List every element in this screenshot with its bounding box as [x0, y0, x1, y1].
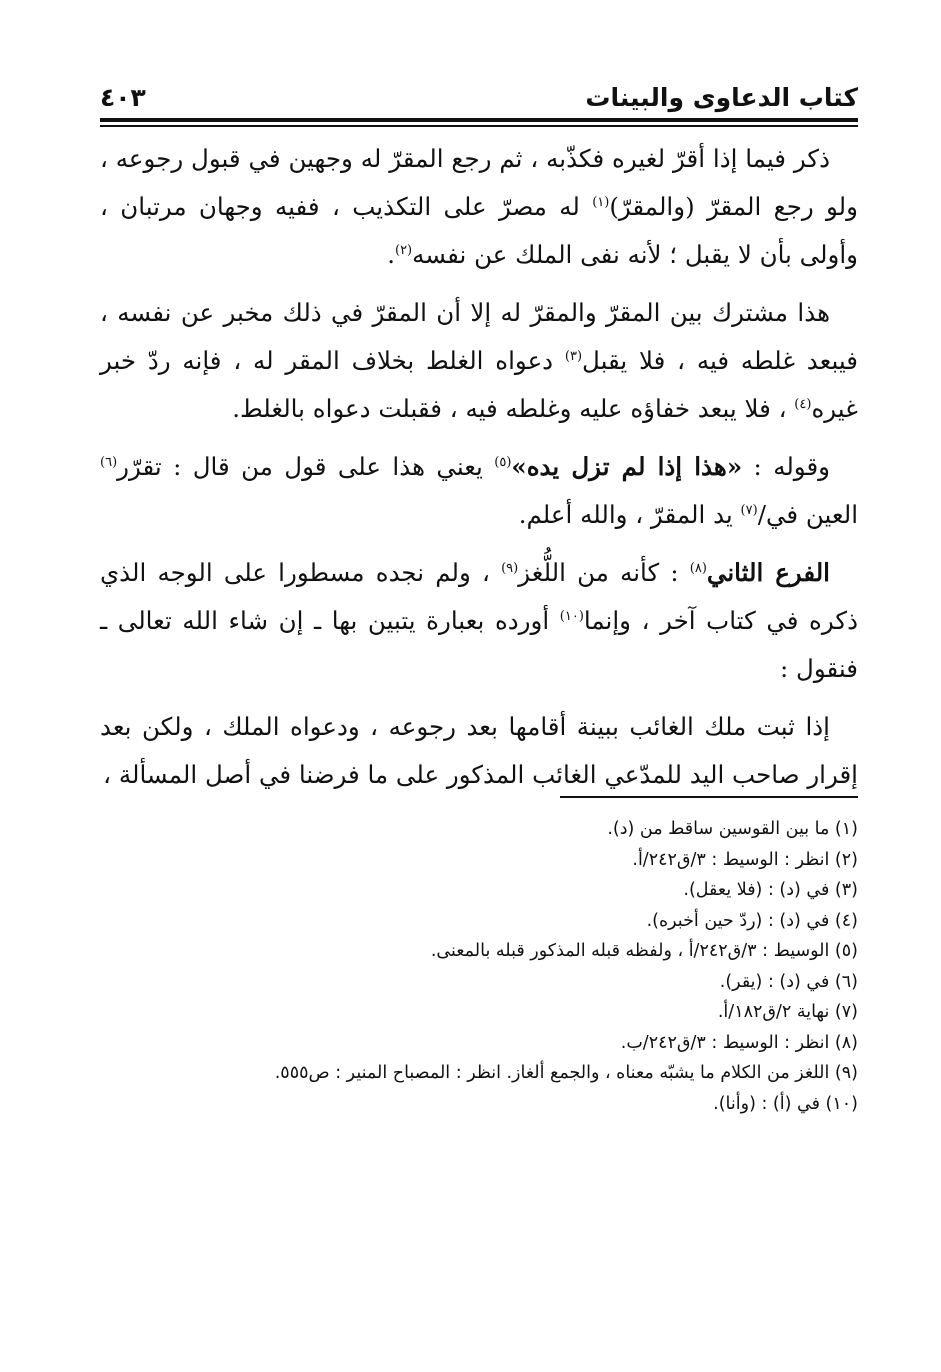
paragraph-3-text-c: العين في/ — [757, 500, 858, 529]
footnote-3: (٣) في (د) : (فلا يعقل). — [683, 880, 858, 900]
footnote-7: (٧) نهاية ٢/ق١٨٢/أ. — [717, 1002, 858, 1022]
paragraph-1-text-b: له مصرّ على التكذيب ، ففيه وجهان مرتبان ، وأولى بأن لا يقبل ؛ لأنه نفى الملك عن نفسه — [100, 192, 858, 269]
footnote-1: (١) ما بين القوسين ساقط من (د). — [607, 819, 858, 839]
footnote-ref-6[interactable]: (٦) — [100, 454, 118, 470]
footnote-ref-3[interactable]: (٣) — [564, 348, 583, 364]
header-rule-thick — [100, 118, 858, 122]
footnote-ref-2[interactable]: (٢) — [394, 242, 413, 258]
paragraph-2-text-c: ، فلا يبعد خفاؤه عليه وغلطه فيه ، فقبلت دعواه بالغلط. — [232, 394, 795, 423]
paragraph-5: إذا ثبت ملك الغائب ببينة أقامها بعد رجوعه ، ودعواه الملك ، ولكن بعد إقرار صاحب اليد للمدّعي الغائب المذكور على ما فرضنا في أصل المسألة ، — [100, 712, 858, 789]
paragraph-3 — [100, 443, 858, 539]
footnote-10: (١٠) في (أ) : (وأنا). — [713, 1093, 858, 1114]
footnotes — [100, 814, 858, 1119]
page-header — [100, 78, 858, 112]
running-title: كتاب الدعاوى والبينات — [585, 83, 858, 112]
footnote-5: (٥) الوسيط : ٣/ق٢٤٢/أ ، ولفظه قبله المذكور قبله بالمعنى. — [430, 941, 858, 961]
page-number: ٤٠٣ — [100, 83, 146, 112]
footnote-ref-1[interactable]: (١) — [592, 194, 610, 210]
footnote-8: (٨) انظر : الوسيط : ٣/ق٢٤٢/ب. — [620, 1032, 858, 1053]
quoted-phrase: «هذا إذا لم تزل يده» — [511, 452, 743, 481]
paragraph-1-end: . — [387, 240, 395, 269]
paragraph-4-text-c: أورده بعبارة يتبين بها ـ إن شاء الله تعالى ـ فنقول : — [100, 606, 858, 683]
footnote-ref-10[interactable]: (١٠) — [559, 608, 584, 624]
paragraph-1 — [100, 135, 858, 279]
footnote-9: (٩) اللغز من الكلام ما يشبّه معناه ، والجمع ألغاز. انظر : المصباح المنير : ص٥٥٥. — [274, 1063, 858, 1083]
footnote-separator — [560, 796, 858, 798]
paragraph-1-text-a: ذكر فيما إذا أقرّ لغيره فكذّبه ، ثم رجع المقرّ له وجهين في قبول رجوعه ، ولو رجع المقرّ (والمقرّ) — [100, 144, 858, 221]
paragraph-2-text-a: هذا مشترك بين المقرّ والمقرّ له إلا أن المقرّ في ذلك مخبر عن نفسه ، فيبعد غلطه فيه ، فلا يقبل — [100, 298, 858, 375]
paragraph-3-text-a: وقوله : — [742, 452, 830, 481]
footnote-ref-8[interactable]: (٨) — [689, 560, 707, 576]
footnote-ref-4[interactable]: (٤) — [794, 396, 812, 412]
footnote-ref-5[interactable]: (٥) — [494, 454, 512, 470]
footnote-ref-9[interactable]: (٩) — [501, 560, 519, 576]
paragraph-3-text-d: يد المقرّ ، والله أعلم. — [518, 500, 741, 529]
header-rule-thin — [100, 125, 858, 127]
footnote-ref-7[interactable]: (٧) — [740, 502, 758, 518]
paragraph-4-text-b: ، ولم نجده مسطورا على الوجه الذي ذكره في كتاب آخر ، وإنما — [100, 558, 858, 635]
footnote-2: (٢) انظر : الوسيط : ٣/ق٢٤٢/أ. — [632, 849, 858, 870]
section-heading: الفرع الثاني — [706, 558, 830, 587]
paragraph-4-text-a: : كأنه من اللُّغز — [518, 558, 690, 587]
footnote-6: (٦) في (د) : (يقر). — [719, 971, 858, 992]
paragraph-2-text-b: دعواه الغلط بخلاف المقر له ، فإنه ردّ خبر غيره — [100, 346, 858, 423]
footnote-4: (٤) في (د) : (ردّ حين أخبره). — [646, 910, 858, 931]
paragraph-3-text-b: يعني هذا على قول من قال : تقرّر — [117, 452, 495, 481]
main-text — [100, 135, 858, 809]
paragraph-4 — [100, 549, 858, 693]
paragraph-2 — [100, 289, 858, 433]
